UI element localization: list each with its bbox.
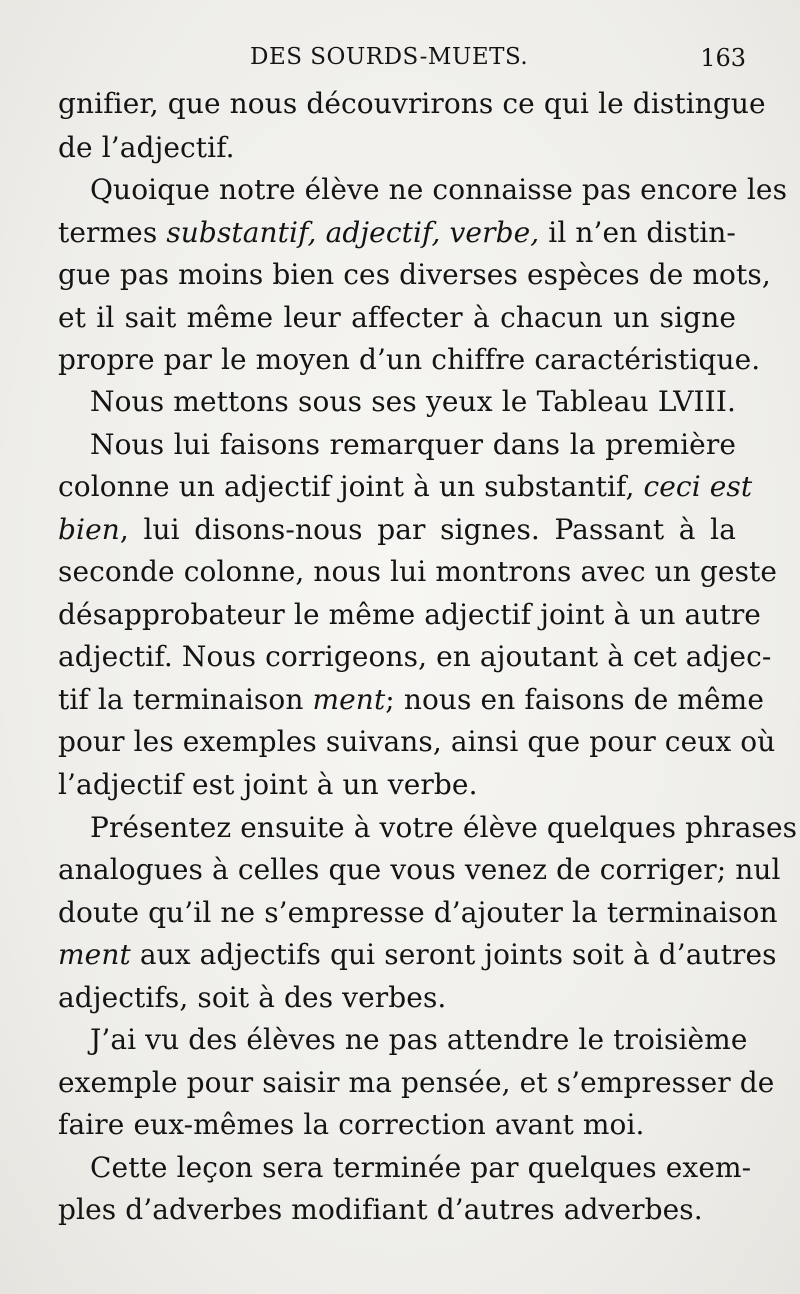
page-header (60, 44, 746, 76)
text-line (58, 639, 772, 675)
text-run: ; nous en faisons de même (385, 683, 765, 716)
running-head: DES SOURDS-MUETS. (250, 44, 529, 70)
text-line (90, 172, 788, 208)
page-number: 163 (700, 44, 746, 72)
text-run: Quoique notre élève ne connaisse pas encore les (90, 173, 788, 206)
text-run: analogues à celles que vous venez de corriger; nul (58, 853, 781, 886)
text-run: doute qu’il ne s’empresse d’ajouter la terminaison (58, 896, 778, 929)
text-line (58, 86, 766, 122)
text-line (58, 130, 235, 166)
italic-run: ment (312, 683, 386, 716)
text-run: adjectifs, soit à des verbes. (58, 981, 447, 1014)
italic-run: ceci est (643, 470, 753, 503)
text-line (90, 427, 736, 463)
text-line (58, 852, 781, 888)
text-run: adjectif. Nous corrigeons, en ajoutant à cet adjec- (58, 640, 772, 673)
text-run: termes (58, 216, 167, 249)
text-run: gnifier, que nous découvrirons ce qui le distingue (58, 87, 766, 120)
text-line (58, 980, 446, 1016)
text-run: pour les exemples suivans, ainsi que pour ceux où (58, 725, 776, 758)
text-line (58, 1192, 703, 1228)
italic-run: ment (58, 938, 131, 971)
text-run: exemple pour saisir ma pensée, et s’empresser de (58, 1066, 775, 1099)
text-run: Nous mettons sous ses yeux le Tableau LVIII. (90, 385, 736, 418)
text-run: et il sait même leur affecter à chacun un signe (58, 301, 736, 334)
text-line (58, 682, 765, 718)
text-run: ples d’adverbes modifiant d’autres adverbes. (58, 1193, 703, 1226)
text-line (58, 342, 761, 378)
text-line (58, 937, 777, 973)
italic-run: substantif, adjectif, verbe, (166, 216, 540, 249)
text-line (58, 767, 478, 803)
text-run: faire eux-mêmes la correction avant moi. (58, 1108, 645, 1141)
text-run: colonne un adjectif joint à un substantif, (58, 470, 644, 503)
text-line (58, 597, 761, 633)
text-line (58, 724, 776, 760)
text-run: l’adjectif est joint à un verbe. (58, 768, 478, 801)
text-run: il n’en distin- (539, 216, 736, 249)
text-line (90, 1150, 752, 1186)
text-run: , lui disons-nous par signes. Passant à la (119, 513, 736, 546)
text-line (90, 810, 798, 846)
text-line (58, 257, 771, 293)
text-line (58, 300, 736, 336)
text-line (58, 1107, 645, 1143)
text-run: gue pas moins bien ces diverses espèces de mots, (58, 258, 771, 291)
text-run: Présentez ensuite à votre élève quelques phrases (90, 811, 798, 844)
text-line (90, 1022, 748, 1058)
text-line (58, 469, 753, 505)
text-line (58, 554, 778, 590)
text-run: seconde colonne, nous lui montrons avec un geste (58, 555, 778, 588)
text-line (58, 512, 736, 548)
italic-run: bien (58, 513, 120, 546)
text-run: aux adjectifs qui seront joints soit à d’autres (130, 938, 777, 971)
text-run: Cette leçon sera terminée par quelques exem- (90, 1151, 752, 1184)
text-run: Nous lui faisons remarquer dans la première (90, 428, 736, 461)
text-line (58, 895, 778, 931)
text-line (90, 384, 736, 420)
text-run: tif la terminaison (58, 683, 313, 716)
text-run: propre par le moyen d’un chiffre caractéristique. (58, 343, 761, 376)
text-run: désapprobateur le même adjectif joint à un autre (58, 598, 761, 631)
text-line (58, 215, 736, 251)
text-line (58, 1065, 775, 1101)
text-run: de l’adjectif. (58, 131, 235, 164)
text-run: J’ai vu des élèves ne pas attendre le troisième (90, 1023, 748, 1056)
